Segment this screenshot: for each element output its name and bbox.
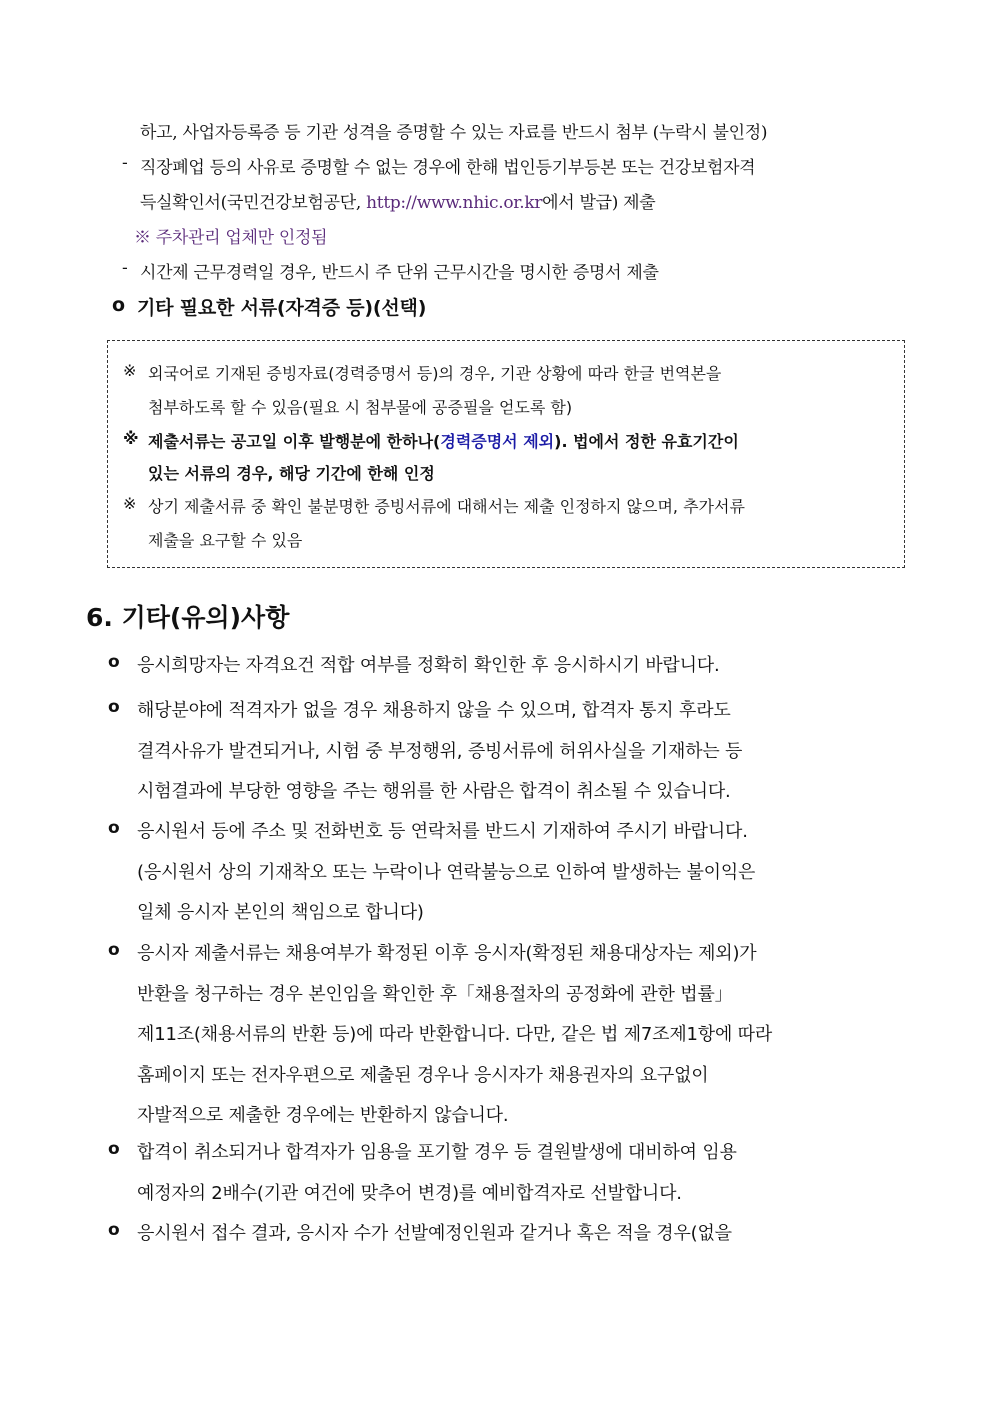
note3-line1: 상기 제출서류 중 확인 불분명한 증빙서류에 대해서는 제출 인정하지 않으며, 추가서류: [148, 497, 745, 516]
top-item3-line1: 시간제 근무경력일 경우, 반드시 주 단위 근무시간을 명시한 증명서 제출: [140, 263, 659, 283]
list-item-line: 자발적으로 제출한 경우에는 반환하지 않습니다.: [137, 1105, 509, 1126]
list-item-line: 예정자의 2배수(기관 여건에 맞추어 변경)를 예비합격자로 선발합니다.: [137, 1183, 682, 1204]
list-item-line: 해당분야에 적격자가 없을 경우 채용하지 않을 수 있으며, 합격자 통지 후라도: [137, 700, 731, 721]
nhic-link[interactable]: http://www.nhic.or.kr: [366, 193, 543, 213]
list-item-line: 합격이 취소되거나 합격자가 임용을 포기할 경우 등 결원발생에 대비하여 임용: [137, 1142, 737, 1163]
list-item-line: 응시자 제출서류는 채용여부가 확정된 이후 응시자(확정된 채용대상자는 제외)가: [137, 943, 757, 964]
list-item-line: 반환을 청구하는 경우 본인임을 확인한 후「채용절차의 공정화에 관한 법률」: [137, 984, 733, 1005]
list-item-line: (응시원서 상의 기재착오 또는 누락이나 연락불능으로 인하여 발생하는 불이익은: [137, 862, 756, 883]
list-item-line: 응시원서 접수 결과, 응시자 수가 선발예정인원과 같거나 혹은 적을 경우(없을: [137, 1223, 732, 1244]
bullet-o: o: [108, 818, 120, 838]
dash-bullet: -: [122, 258, 128, 278]
note2-line1-post: ). 법에서 정한 유효기간이: [554, 432, 739, 451]
list-item-line: 시험결과에 부당한 영향을 주는 행위를 한 사람은 합격이 취소될 수 있습니다.: [137, 781, 731, 802]
list-item-line: 결격사유가 발견되거나, 시험 중 부정행위, 증빙서류에 허위사실을 기재하는 등: [137, 741, 743, 762]
dash-bullet: -: [122, 153, 128, 173]
bullet-o: o: [108, 1139, 120, 1159]
list-item-line: 홈페이지 또는 전자우편으로 제출된 경우나 응시자가 채용권자의 요구없이: [137, 1065, 709, 1086]
bullet-o: o: [108, 1220, 120, 1240]
note1-line2: 첨부하도록 할 수 있음(필요 시 첨부물에 공증필을 얻도록 함): [148, 398, 573, 417]
top-item2-line1: 직장폐업 등의 사유로 증명할 수 없는 경우에 한해 법인등기부등본 또는 건강보험자격: [140, 158, 756, 178]
note1-line1: 외국어로 기재된 증빙자료(경력증명서 등)의 경우, 기관 상황에 따라 한글 번역본을: [148, 364, 722, 383]
top-item2-line2-pre: 득실확인서(국민건강보험공단,: [140, 193, 367, 213]
note-mark: ※: [123, 429, 139, 448]
bullet-o: o: [108, 652, 120, 672]
list-item-line: 일체 응시자 본인의 책임으로 합니다): [137, 902, 424, 923]
bullet-o: o: [112, 294, 126, 316]
note2-line1-blue: 경력증명서 제외: [440, 432, 555, 451]
parking-note: ※ 주차관리 업체만 인정됨: [134, 228, 328, 248]
note2-line2: 있는 서류의 경우, 해당 기간에 한해 인정: [148, 464, 435, 483]
bullet-o: o: [108, 697, 120, 717]
note2-line1-pre: 제출서류는 공고일 이후 발행분에 한하나(: [148, 432, 441, 451]
bullet-o: o: [108, 940, 120, 960]
note2-line1: [148, 429, 739, 452]
top-item2-line2-post: 에서 발급) 제출: [542, 193, 656, 213]
other-docs-heading: 기타 필요한 서류(자격증 등)(선택): [137, 297, 427, 319]
note3-line2: 제출을 요구할 수 있음: [148, 531, 303, 550]
section-title: 6. 기타(유의)사항: [86, 603, 290, 632]
list-item-line: 응시원서 등에 주소 및 전화번호 등 연락처를 반드시 기재하여 주시기 바랍니다.: [137, 821, 748, 842]
top-item2-line2: [140, 188, 655, 213]
list-item-line: 응시희망자는 자격요건 적합 여부를 정확히 확인한 후 응시하시기 바랍니다.: [137, 655, 720, 676]
list-item-line: 제11조(채용서류의 반환 등)에 따라 반환합니다. 다만, 같은 법 제7조제1항에 따라: [137, 1024, 773, 1045]
note-mark: ※: [123, 494, 137, 513]
top-line-1: 하고, 사업자등록증 등 기관 성격을 증명할 수 있는 자료를 반드시 첨부 (누락시 불인정): [140, 123, 768, 143]
note-mark: ※: [123, 361, 137, 380]
